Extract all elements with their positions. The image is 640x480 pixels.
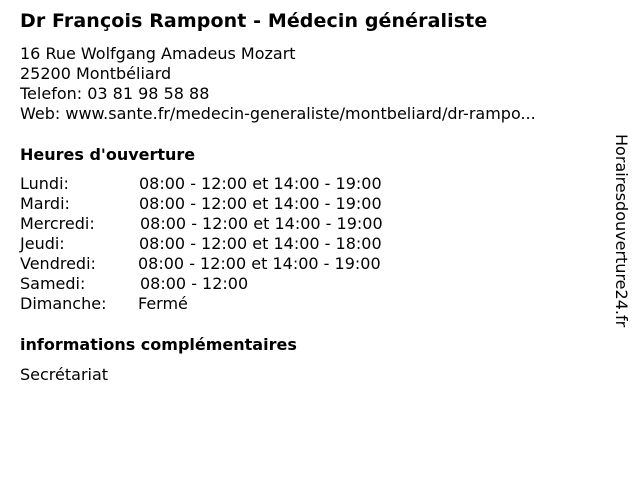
address-line-city: 25200 Montbéliard [20, 64, 172, 83]
day-label: Jeudi: [20, 234, 65, 253]
day-label: Dimanche: [20, 294, 107, 313]
opening-hours-heading: Heures d'ouverture [20, 145, 196, 164]
time-range: 08:00 - 12:00 et 14:00 - 19:00 [139, 194, 382, 213]
day-label: Samedi: [20, 274, 86, 293]
address-line-street: 16 Rue Wolfgang Amadeus Mozart [20, 44, 296, 63]
web-line: Web: www.sante.fr/medecin-generaliste/montbeliard/dr-rampo... [20, 104, 536, 123]
time-range: 08:00 - 12:00 [140, 274, 249, 293]
additional-info-heading: informations complémentaires [20, 335, 297, 354]
time-range: Fermé [138, 294, 188, 313]
day-label: Vendredi: [20, 254, 96, 273]
day-label: Mercredi: [20, 214, 95, 233]
site-brand-vertical-text: Horairesdouverture24.fr [612, 134, 631, 328]
day-label: Lundi: [20, 174, 69, 193]
additional-info-text: Secrétariat [20, 365, 109, 384]
time-range: 08:00 - 12:00 et 14:00 - 19:00 [139, 174, 382, 193]
day-label: Mardi: [20, 194, 70, 213]
time-range: 08:00 - 12:00 et 14:00 - 19:00 [140, 214, 383, 233]
time-range: 08:00 - 12:00 et 14:00 - 18:00 [139, 234, 382, 253]
time-range: 08:00 - 12:00 et 14:00 - 19:00 [138, 254, 381, 273]
page-title: Dr François Rampont - Médecin généraliste [20, 10, 488, 32]
phone-line: Telefon: 03 81 98 58 88 [20, 84, 210, 103]
